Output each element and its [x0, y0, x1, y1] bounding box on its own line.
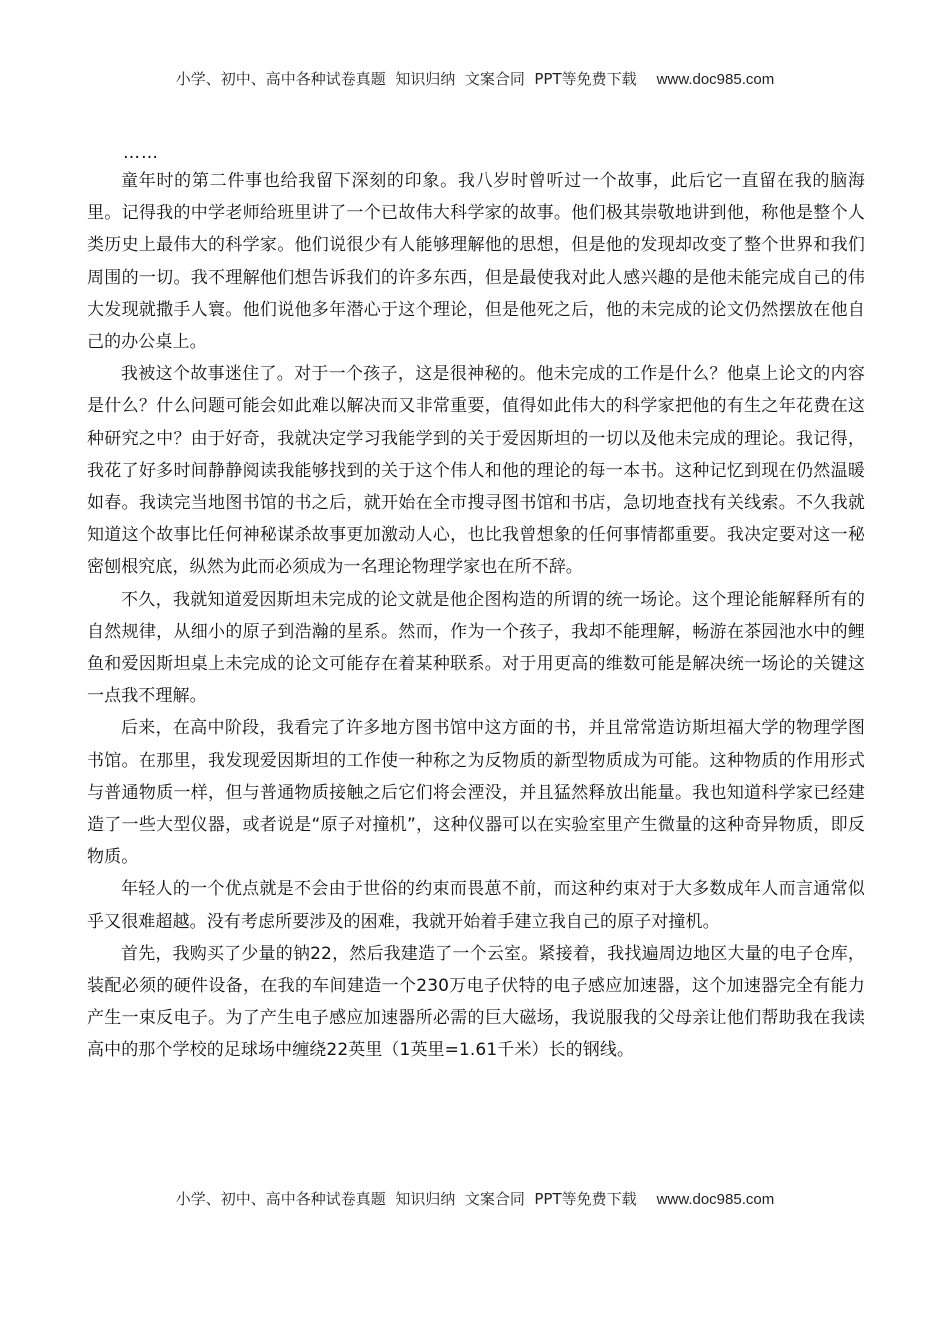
ellipsis: …… — [123, 143, 159, 163]
paragraph-5: 年轻人的一个优点就是不会由于世俗的约束而畏葸不前，而这种约束对于大多数成年人而言通常似乎又很难超越。没有考虑所要涉及的困难，我就开始着手建立我自己的原子对撞机。 — [87, 879, 865, 932]
paragraph-3: 不久，我就知道爱因斯坦未完成的论文就是他企图构造的所谓的统一场论。这个理论能解释所有的自然规律，从细小的原子到浩瀚的星系。然而，作为一个孩子，我却不能理解，畅游在茶园池水中的鲤鱼和爱因斯坦桌上未完成的论文可能存在着某种联系。对于用更高的维数可能是解决统一场论的关键这一点我不理解。 — [87, 589, 865, 707]
header-site-url: www.doc985.com — [656, 71, 775, 88]
footer-text: 小学、初中、高中各种试卷真题 知识归纳 文案合同 PPT等免费下载 — [175, 1190, 637, 1208]
article-body — [87, 141, 865, 1067]
paragraph-1: 童年时的第二件事也给我留下深刻的印象。我八岁时曾听过一个故事，此后它一直留在我的脑海里。记得我的中学老师给班里讲了一个已故伟大科学家的故事。他们极其崇敬地讲到他，称他是整个人类历史上最伟大的科学家。他们说很少有人能够理解他的思想，但是他的发现却改变了整个世界和我们周围的一切。我不理解他们想告诉我们的许多东西，但是最使我对此人感兴趣的是他未能完成自己的伟大发现就撒手人寰。他们说他多年潜心于这个理论，但是他死之后，他的未完成的论文仍然摆放在他自己的办公桌上。 — [87, 171, 865, 353]
page-footer — [0, 1188, 950, 1209]
header-text: 小学、初中、高中各种试卷真题 知识归纳 文案合同 PPT等免费下载 — [175, 70, 637, 88]
footer-site-url: www.doc985.com — [656, 1191, 775, 1208]
paragraph-6: 首先，我购买了少量的钠22，然后我建造了一个云室。紧接着，我找遍周边地区大量的电子仓库，装配必须的硬件设备，在我的车间建造一个230万电子伏特的电子感应加速器，这个加速器完全有能力产生一束反电子。为了产生电子感应加速器所必需的巨大磁场，我说服我的父母亲让他们帮助我在我读高中的那个学校的足球场中缠绕22英里（1英里=1.61千米）长的钢线。 — [87, 943, 865, 1061]
page-header — [0, 68, 950, 89]
paragraph-4: 后来，在高中阶段，我看完了许多地方图书馆中这方面的书，并且常常造访斯坦福大学的物理学图书馆。在那里，我发现爱因斯坦的工作使一种称之为反物质的新型物质成为可能。这种物质的作用形式与普通物质一样，但与普通物质接触之后它们将会湮没，并且猛然释放出能量。我也知道科学家已经建造了一些大型仪器，或者说是“原子对撞机”，这种仪器可以在实验室里产生微量的这种奇异物质，即反物质。 — [87, 718, 865, 868]
paragraph-2: 我被这个故事迷住了。对于一个孩子，这是很神秘的。他未完成的工作是什么？他桌上论文的内容是什么？什么问题可能会如此难以解决而又非常重要，值得如此伟大的科学家把他的有生之年花费在这种研究之中？由于好奇，我就决定学习我能学到的关于爱因斯坦的一切以及他未完成的理论。我记得，我花了好多时间静静阅读我能够找到的关于这个伟人和他的理论的每一本书。这种记忆到现在仍然温暖如春。我读完当地图书馆的书之后，就开始在全市搜寻图书馆和书店，急切地查找有关线索。不久我就知道这个故事比任何神秘谋杀故事更加激动人心，也比我曾想象的任何事情都重要。我决定要对这一秘密刨根究底，纵然为此而必须成为一名理论物理学家也在所不辞。 — [87, 364, 865, 578]
